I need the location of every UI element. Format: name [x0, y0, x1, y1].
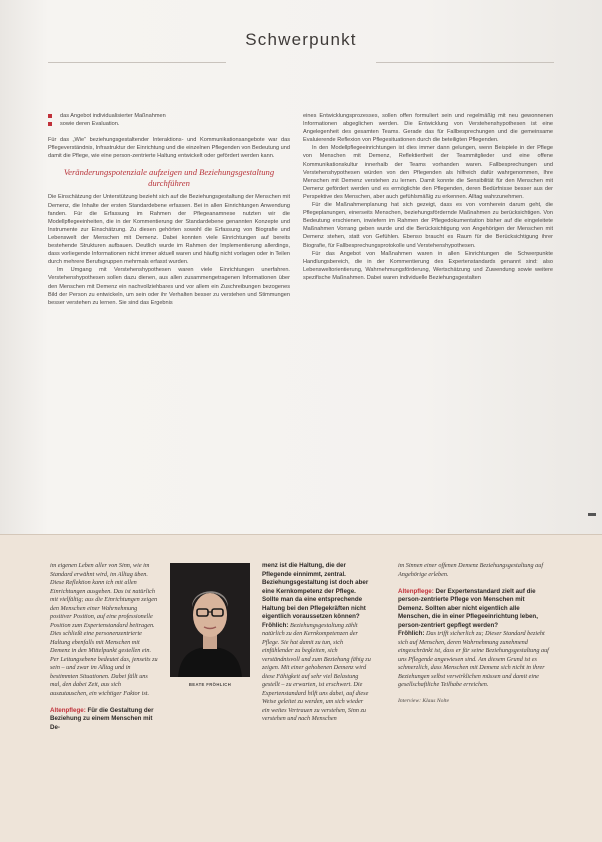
speaker-tag: Altenpflege:: [50, 706, 86, 714]
interview-answer-text: im Sinnen einer offenen Demenz Beziehungsgestaltung auf Angehörige erleben.: [398, 562, 544, 578]
section-subheading: Veränderungspotenziale aufzeigen und Beziehungsgestaltung durchführen: [63, 167, 275, 189]
interview-question: Altenpflege: Für die Gestaltung der Beziehung zu einem Menschen mit De-: [50, 706, 154, 731]
bullet-item: sowie deren Evaluation.: [48, 120, 290, 128]
body-paragraph: Für die Maßnahmenplanung hat sich gezeigt, dass es von vornherein darum geht, die Pflegeplanungen, einerseits Menschen, beziehungsfördernde Maßnahmen zu berücksichtigen. Von Bedeutung erschienen, inwiefern im Rahmen der Pflegedokumentation bisher auf die eingeleitete Maßnahmen Vorrang geben wurde und die Berücksichtigung von Angehörigen der Menschen mit Demenz stehen, statt von Gefühlen. Ebenso braucht es Raum für die Berücksichtigung ihrer Biografie, für Fallbesprechungsprotokolle und Verstehenshypothesen.: [303, 202, 553, 249]
intro-paragraph: Für das „Wie“ beziehungsgestaltender Interaktions- und Kommunikationsangebote war das Pflegeverständnis, Infrastruktur der Einrichtung und die einzelnen Pflegenden von Bedeutung und damit die Pflege, wie eine person-zentrierte Haltung entwickelt oder gefördert werden kann.: [48, 137, 290, 160]
article-column-right: [303, 112, 553, 282]
bullet-square-icon: [48, 122, 52, 126]
bullet-list: [48, 112, 290, 128]
body-paragraph: eines Entwicklungsprozesses, sollen offen formuliert sein und regelmäßig mit neu gewonnenen Informationen abgeglichen werden. Die Entwicklung von Verstehenshypothesen ist eine Angelegenheit des gesamten Teams. Gerade das für Fallbesprechungen und die gemeinsame Evaluierende Reflexion von Pflegesituationen durch die beteiligten Pflegenden.: [303, 113, 553, 144]
body-paragraph: Für das Angebot von Maßnahmen waren in allen Einrichtungen die Schwerpunkte Handlungsbereich, die in der Kommentierung des Expertenstandards genannt sind: also Lebensweltorientierung, Wahrnehmungsförderung, Wertschätzung und Zuwendung sowie weitere spezifische Maßnahmen. Dabei waren individuelle Beziehungsgestalten: [303, 250, 553, 281]
speaker-tag: Fröhlich:: [398, 630, 425, 637]
portrait-caption: BEATE FRÖHLICH: [188, 682, 232, 687]
article-column-left: [48, 112, 290, 307]
interview-question: Altenpflege: Der Expertenstandard zielt auf die person-zentrierte Pflege von Menschen mit Demenz. Sollten aber nicht eigentlich alle Menschen, die in einer Pflegeeinrichtung leben, person-zentriert gepflegt werden?: [398, 587, 538, 629]
page-title: Schwerpunkt: [245, 30, 357, 49]
body-paragraph: Im Umgang mit Verstehenshypothesen waren viele Einrichtungen unerfahren. Verstehenshypothesen sollen dazu dienen, aus allen zusammengetragenen Informationen über den Menschen mit Demenz ein nachvollziehbares und vor allem ein Zuschreibungen bezogenes Bild der Person zu entwickeln, um sein oder ihr Verhalten besser zu verstehen und Stimmungen besser verstehen zu lernen. Sie sind das Ergebnis: [48, 267, 290, 306]
speaker-tag: Fröhlich:: [262, 621, 289, 629]
speaker-tag: Altenpflege:: [398, 587, 434, 595]
title-rule-right: [376, 62, 554, 63]
continued-arrow-icon: [588, 513, 596, 516]
section-divider: [0, 534, 602, 535]
interview-answer: Fröhlich: Beziehungsgestaltung zählt natürlich zu den Kernkompetenzen der Pflege. Sie hat damit zu tun, sich einfühlender zu begleiten, sich verständnisvoll und zum Beziehung fähig zu zeigen. Mit einer gehobenen Demenz wird diese Fähigkeit auf sehr viel Belastung gestellt – zu erwarten, ist erschwert. Die Expertenstandard hilft uns dabei, auf diese Weise geleitet zu werden, um sich wieder ein weites Vertrauen zu verstehen, Sinn zu verstehen und nach Menschen: [262, 621, 371, 722]
interview-question: menz ist die Haltung, die der Pflegende einnimmt, zentral. Beziehungsgestaltung ist doch aber eine Kernkompetenz der Pflege. Sollte man da eine entsprechende Haltung bei den Pflegekräften nicht eigentlich voraussetzen können?: [262, 562, 369, 620]
interview-answer-text: im eigenen Leben aller von Sinn, wie im Standard erwähnt wird, im Alltag üben. Diese Reflektion kann ich mit allen Einrichtungen ausgeben. Das ist natürlich mit vielfältig; aus die Einrichtungen zeigen den Menschen einer Wahrnehmung positiver Position, auf eine professionelle Position zum Expertenstandard beitragen. Dies schließt eine personenzentrierte Haltung ebenfalls mit Menschen mit Demenz in den Mittelpunkt gestellen ein. Per Leitungsebene bedeutet das, jenseits zu sein – und zwar im Alltag und in bestimmten Situationen. Dabei fällt uns mal, den dabei Zeit, aus sich auszutauschen, ein wichtiger Faktor ist.: [50, 562, 158, 697]
bullet-square-icon: [48, 114, 52, 118]
portrait-image: [170, 563, 250, 677]
interview-column-1: [50, 562, 158, 732]
portrait-photo: [170, 563, 250, 677]
bullet-item: das Angebot individualisierter Maßnahmen: [48, 112, 290, 120]
interview-credit: Interview: Klaus Nolte: [398, 697, 449, 704]
interview-column-2: [262, 562, 372, 724]
interview-column-3: [398, 562, 550, 704]
title-rule-left: [48, 62, 226, 63]
body-paragraph: In den Modellpflegeeinrichtungen ist dies immer dann gelungen, wenn Beispiele in der Pflege von Menschen mit Demenz, Reflektiertheit der Teammitglieder und eine offene Kommunikationskultur innerhalb der Teams vorhanden waren. Fallbesprechungen und Verstehenshypothesen würden von den Pflegenden als hilfreich dafür wahrgenommen, Ihre Menschen mit Demenz verstehen zu lernen. Damit konnte die Sensibilität für den Menschen mit Demenz gefördert werden und es ermöglichte den Pflegenden, deren Bedürfnisse besser aus der Perspektive des Menschen, aber auch gefühlsmäßig zu erkennen. Alltag wahrzunehmen.: [303, 145, 553, 200]
interview-answer: Fröhlich: Das trifft sicherlich zu; Dieser Standard bezieht sich auf Menschen, deren Wahrnehmung zunehmend eingeschränkt ist, dass er für seine Beziehungsgestaltung auf uns Pflegende angewiesen sind. Am diesem Grund ist es schmerzlich, dass Menschen mit Demenz sich nicht in ihrer Beziehungen selbst verwirklichen müssen und damit eine gesellschaftliche Teilhabe erreichen.: [398, 630, 549, 688]
body-paragraph: Die Einschätzung der Unterstützung bezieht sich auf die Beziehungsgestaltung der Menschen mit Demenz, die Inhalte der ersten Standardebene erfassen. Bei in allen Einrichtungen Anwendung fanden. Für die Erfassung im Rahmen der Pflegeanamnese nutzten wir die Modellpflegeeinheiten, die in der Kommentierung der Standardebene genannten Konzepte und Instrumente zur Einschätzung. Zu diesen gehörten sowohl die Erfassung von Biografie und Lebenswelt der Menschen mit Demenz. Dabei konnten viele Einrichtungen auf bereits bestehende Strukturen aufbauen. Deutlich wurde im Rahmen der Implementierung allerdings, dass vorliegende Informationen nicht immer aktuell waren und häufig nicht vorlagen oder in Teilen durch mehrere Berufsgruppen mehrmals erfasst wurden.: [48, 194, 290, 266]
